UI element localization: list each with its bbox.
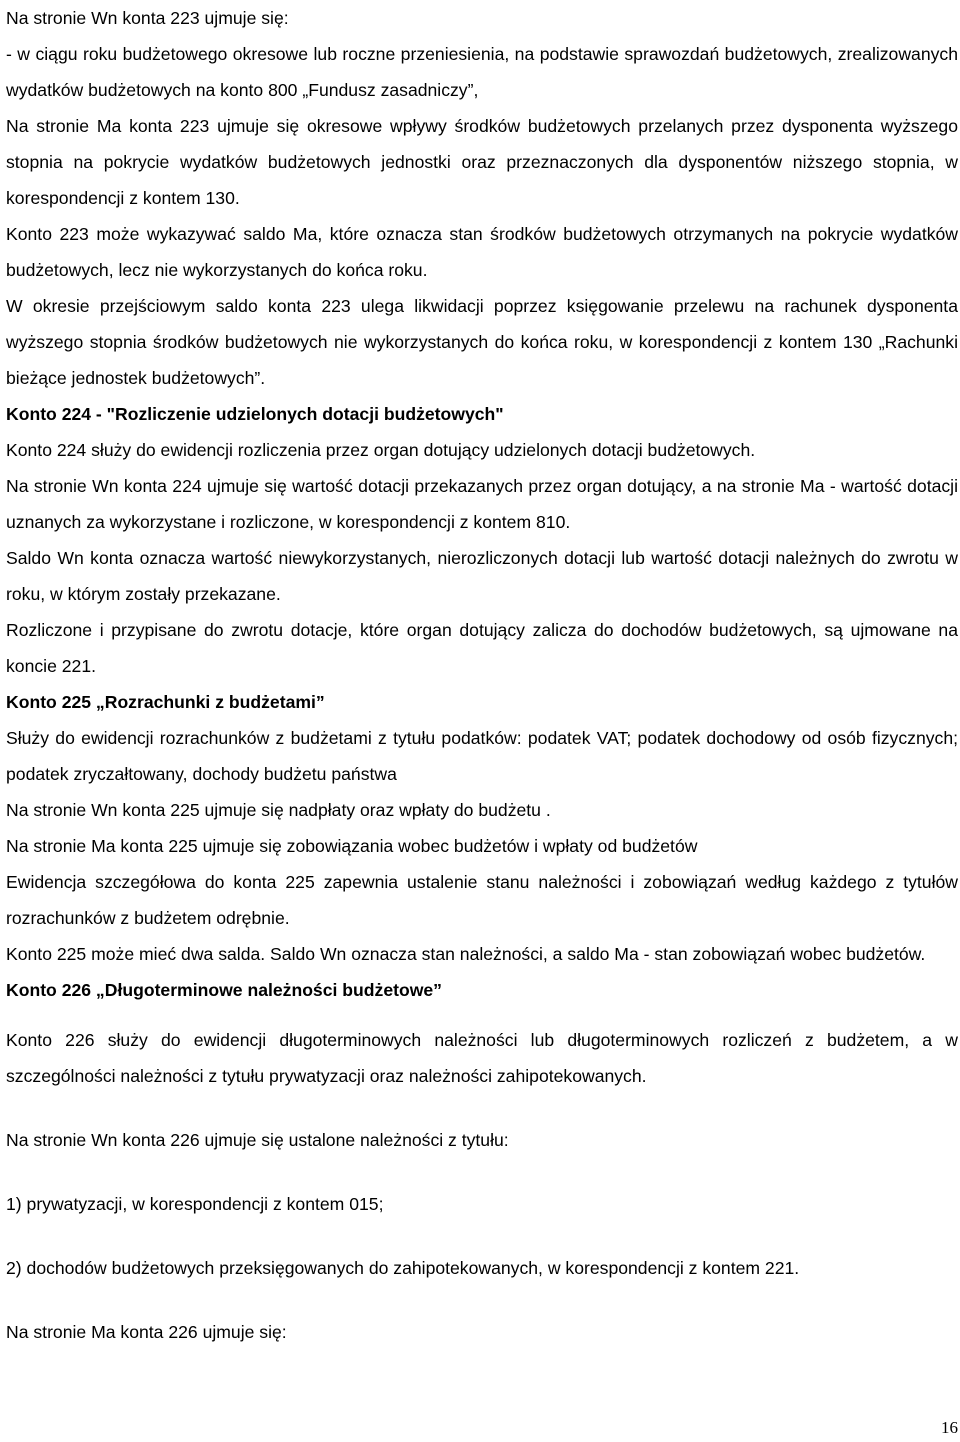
- document-body: [6, 0, 958, 1350]
- heading-konto-224: Konto 224 - "Rozliczenie udzielonych dotacji budżetowych": [6, 404, 504, 424]
- paragraph-ma-225: Na stronie Ma konta 225 ujmuje się zobowiązania wobec budżetów i wpłaty od budżetów: [6, 836, 698, 856]
- paragraph-224-purpose: Konto 224 służy do ewidencji rozliczenia przez organ dotujący udzielonych dotacji budżetowych.: [6, 440, 756, 460]
- paragraph-223-transition: W okresie przejściowym saldo konta 223 ulega likwidacji poprzez księgowanie przelewu na rachunek dysponenta wyższego stopnia środków budżetowych nie wykorzystanych do końca roku, w korespondencji z kontem 130 „Rachunki bieżące jednostek budżetowych”.: [6, 296, 958, 388]
- paragraph-225-detail: Ewidencja szczegółowa do konta 225 zapewnia ustalenie stanu należności i zobowiązań według każdego z tytułów rozrachunków z budżetem odrębnie.: [6, 872, 958, 928]
- paragraph-ma-223: Na stronie Ma konta 223 ujmuje się okresowe wpływy środków budżetowych przelanych przez dysponenta wyższego stopnia na pokrycie wydatków budżetowych jednostki oraz przeznaczonych dla dysponentów niższego stopnia, w korespondencji z kontem 130.: [6, 116, 958, 208]
- list-item-budget-income: 2) dochodów budżetowych przeksięgowanych do zahipotekowanych, w korespondencji z kontem 221.: [6, 1258, 800, 1278]
- paragraph-wn-223-transfers: - w ciągu roku budżetowego okresowe lub roczne przeniesienia, na podstawie sprawozdań budżetowych, zrealizowanych wydatków budżetowych na konto 800 „Fundusz zasadniczy”,: [6, 44, 958, 100]
- heading-konto-225: Konto 225 „Rozrachunki z budżetami”: [6, 692, 325, 712]
- paragraph-wn-223-intro: Na stronie Wn konta 223 ujmuje się:: [6, 8, 289, 28]
- paragraph-wn-226-intro: Na stronie Wn konta 226 ujmuje się ustalone należności z tytułu:: [6, 1130, 509, 1150]
- paragraph-225-balances: Konto 225 może mieć dwa salda. Saldo Wn oznacza stan należności, a saldo Ma - stan zobowiązań wobec budżetów.: [6, 944, 926, 964]
- paragraph-224-balance: Saldo Wn konta oznacza wartość niewykorzystanych, nierozliczonych dotacji lub wartość dotacji należnych do zwrotu w roku, w którym zostały przekazane.: [6, 548, 958, 604]
- paragraph-ma-226-intro: Na stronie Ma konta 226 ujmuje się:: [6, 1322, 287, 1342]
- heading-konto-226: Konto 226 „Długoterminowe należności budżetowe”: [6, 980, 442, 1000]
- paragraph-223-balance: Konto 223 może wykazywać saldo Ma, które oznacza stan środków budżetowych otrzymanych na pokrycie wydatków budżetowych, lecz nie wykorzystanych do końca roku.: [6, 224, 958, 280]
- paragraph-224-refunds: Rozliczone i przypisane do zwrotu dotacje, które organ dotujący zalicza do dochodów budżetowych, są ujmowane na koncie 221.: [6, 620, 958, 676]
- paragraph-226-purpose: Konto 226 służy do ewidencji długoterminowych należności lub długoterminowych rozliczeń z budżetem, a w szczególności należności z tytułu prywatyzacji oraz należności zahipotekowanych.: [6, 1030, 958, 1086]
- page-number: 16: [941, 1418, 958, 1437]
- paragraph-wn-225: Na stronie Wn konta 225 ujmuje się nadpłaty oraz wpłaty do budżetu .: [6, 800, 551, 820]
- paragraph-225-purpose: Służy do ewidencji rozrachunków z budżetami z tytułu podatków: podatek VAT; podatek dochodowy od osób fizycznych; podatek zryczałtowany, dochody budżetu państwa: [6, 728, 958, 784]
- paragraph-224-sides: Na stronie Wn konta 224 ujmuje się wartość dotacji przekazanych przez organ dotujący, a na stronie Ma - wartość dotacji uznanych za wykorzystane i rozliczone, w korespondencji z kontem 810.: [6, 476, 958, 532]
- list-item-privatization: 1) prywatyzacji, w korespondencji z kontem 015;: [6, 1194, 384, 1214]
